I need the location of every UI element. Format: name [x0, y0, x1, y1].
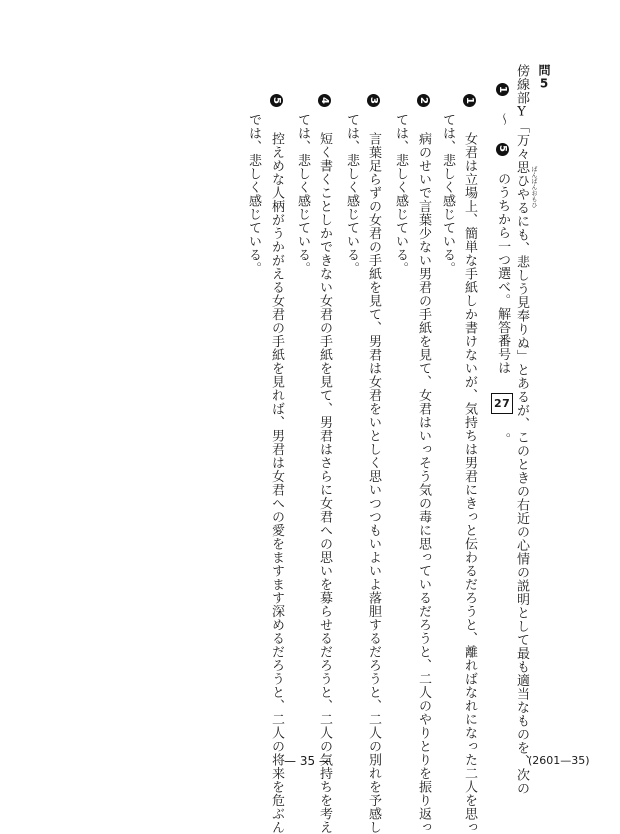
choice-4-text: 短く書くことしかできない女君の手紙を見て、男君はさらに女君への思いを募らせるだろうと、二人の気持ちを考え	[317, 131, 332, 834]
choice-1-line2: ては、悲しく感じている。	[440, 113, 455, 275]
choice-1-line1	[463, 93, 476, 834]
choice-5-line1	[270, 93, 283, 834]
ruby-reading: ばんばんおもひ	[530, 166, 537, 208]
exam-code: (2601—35)	[528, 754, 590, 767]
choice-4-marker: 4	[318, 94, 331, 107]
choice-5-line2: では、悲しく感じている。	[246, 113, 261, 275]
choice-1-text: 女君は立場上、簡単な手紙しか書けないが、気持ちは男君にきっと伝わるだろうと、離ればなれになった二人を思っ	[462, 131, 477, 834]
choice-2-text: 病のせいで言葉少ない男君の手紙を見て、女君はいっそう気の毒に思っているだろうと、二人のやりとりを振り返っ	[416, 131, 431, 834]
answer-number-box: 27	[491, 393, 513, 414]
choice-5-marker: 5	[270, 94, 283, 107]
range-start-marker: 1	[496, 83, 509, 96]
choice-3-line1	[367, 93, 380, 834]
choice-2-line2: ては、悲しく感じている。	[393, 113, 408, 275]
choice-2-marker: 2	[417, 94, 430, 107]
choice-4-line2: ては、悲しく感じている。	[295, 113, 310, 275]
instruction-end: 。	[495, 432, 511, 446]
instruction-text: のうちから一つ選べ。解答番号は	[495, 172, 511, 375]
question-label: 問5	[537, 64, 551, 91]
range-separator: 〜	[495, 112, 511, 126]
question-intro-line1: 傍線部Y「万々思ひやるにも、悲しう見奉りぬ」とあるが、このときの右近の心情の説明として最も適当なものを、次の	[514, 64, 529, 795]
choice-2-line1	[417, 93, 430, 834]
choice-3-line2: ては、悲しく感じている。	[344, 113, 359, 275]
page-number: — 35 —	[284, 754, 331, 768]
choice-5-text: 控えめな人柄がうかがえる女君の手紙を見れば、男君は女君への愛をますます深めるだろうと、二人の将来を危ぶん	[269, 131, 284, 834]
choice-1-marker: 1	[463, 94, 476, 107]
choice-4-line1	[318, 93, 331, 834]
page-footer	[0, 754, 620, 772]
choice-3-text: 言葉足らずの女君の手紙を見て、男君は女君をいとしく思いつつもいよいよ落胆するだろうと、二人の別れを予感し	[366, 131, 381, 834]
choice-3-marker: 3	[367, 94, 380, 107]
question-intro-line2	[491, 82, 513, 446]
range-end-marker: 5	[496, 143, 509, 156]
